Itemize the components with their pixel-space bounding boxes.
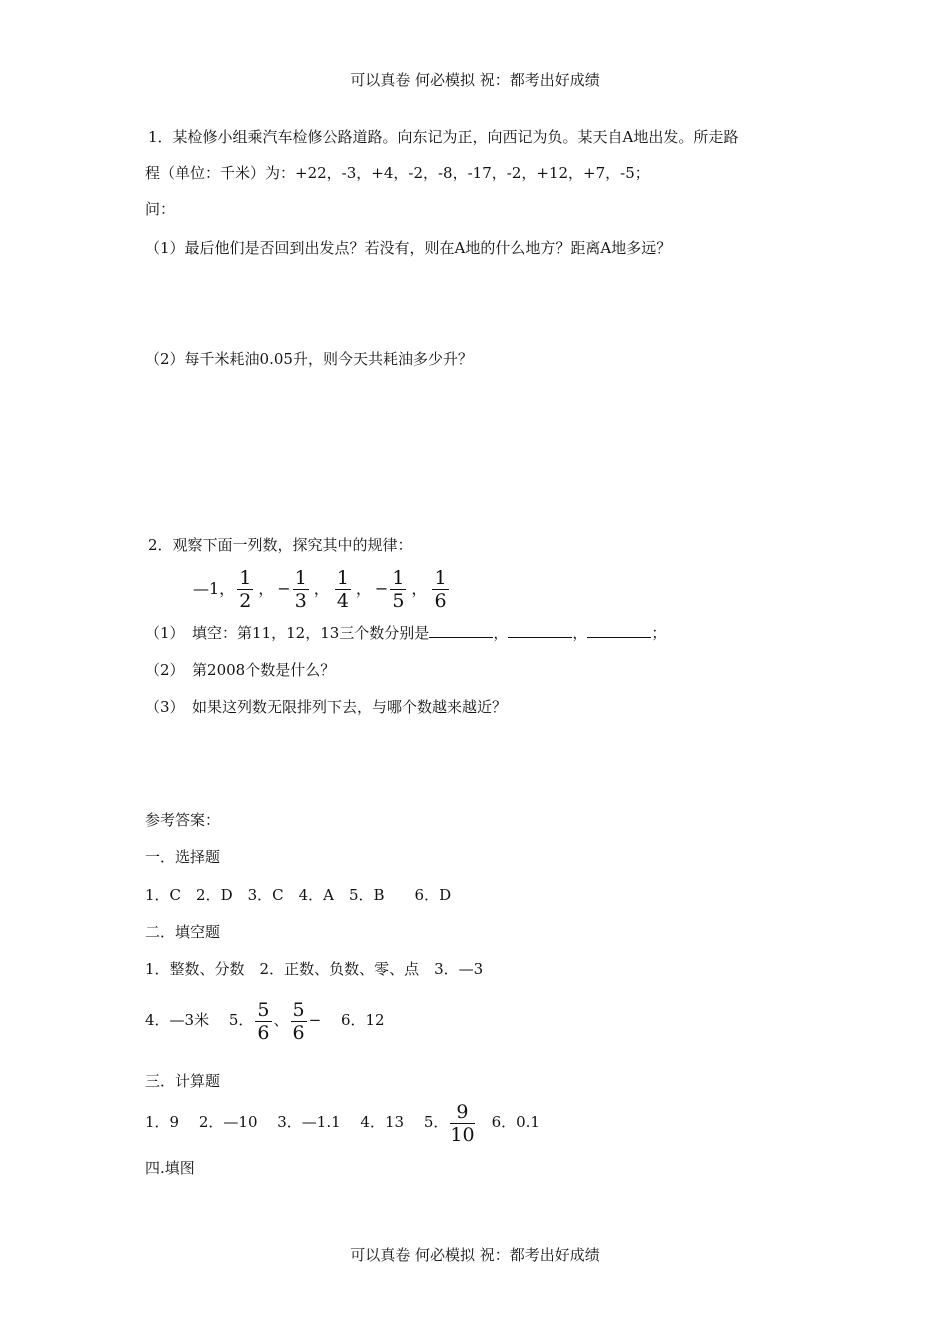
fraction-5-6-a: $\frac{5}{6}$ xyxy=(257,998,270,1044)
seq-first: —1， xyxy=(193,579,236,598)
answers-sec3-line: 1．9 2．—10 3．—1.1 4．13 5． $\frac{9}{10}$ 6．0.1 xyxy=(145,1100,540,1146)
answers-sec2-line2: 4．—3米 5． $\frac{5}{6}$ 、 $\frac{5}{6}$ − 6．12 xyxy=(145,998,385,1044)
answer-blank-12[interactable] xyxy=(508,623,572,638)
q2-sequence: —1， $\frac{1}{2}$ ， − $\frac{1}{3}$ ， $\frac{1}{4}$ ， − $\frac{1}{5}$ ， $\frac{1}{6}$ xyxy=(193,567,447,612)
page-header: 可以真卷 何必模拟 祝：都考出好成绩 xyxy=(350,71,600,89)
seq-term-4: $\frac{1}{5}$ xyxy=(392,567,405,612)
seq-term-3: $\frac{1}{4}$ xyxy=(336,567,349,612)
q1-sub2: （2）每千米耗油0.05升，则今天共耗油多少升？ xyxy=(145,350,473,368)
seq-term-2: $\frac{1}{3}$ xyxy=(294,567,307,612)
q2-sub2: （2） 第2008个数是什么？ xyxy=(145,661,336,679)
answers-title: 参考答案： xyxy=(145,811,221,829)
fraction-9-10: $\frac{9}{10}$ xyxy=(450,1100,475,1146)
answers-sec2-line1: 1．整数、分数 2．正数、负数、零、点 3．—3 xyxy=(145,960,484,978)
page-footer: 可以真卷 何必模拟 祝：都考出好成绩 xyxy=(350,1246,600,1264)
q1-line3: 问： xyxy=(145,200,176,218)
answer-blank-13[interactable] xyxy=(587,623,651,638)
q2-sub3: （3） 如果这列数无限排列下去，与哪个数越来越近？ xyxy=(145,698,508,716)
seq-term-5: $\frac{1}{6}$ xyxy=(434,567,447,612)
q1-line1: 1．某检修小组乘汽车检修公路道路。向东记为正，向西记为负。某天自A地出发。所走路 xyxy=(148,128,739,146)
seq-term-2-sign: − xyxy=(277,579,291,598)
seq-term-1: $\frac{1}{2}$ xyxy=(239,567,252,612)
q2-sub1: （1） 填空：第11，12，13三个数分别是 ， ， ； xyxy=(145,624,667,642)
answers-sec3: 三．计算题 xyxy=(145,1072,221,1090)
answers-sec1: 一．选择题 xyxy=(145,848,221,866)
q2-intro: 2．观察下面一列数，探究其中的规律： xyxy=(148,536,413,554)
q1-line2: 程（单位：千米）为：+22，-3，+4，-2，-8，-17，-2，+12，+7，-5； xyxy=(145,164,650,182)
answers-sec1-line: 1．C 2．D 3．C 4．A 5．B 6．D xyxy=(145,886,452,904)
q1-sub1: （1）最后他们是否回到出发点？若没有，则在A地的什么地方？距离A地多远？ xyxy=(145,239,672,257)
answers-sec2: 二．填空题 xyxy=(145,923,221,941)
answers-sec4: 四.填图 xyxy=(145,1159,195,1177)
fraction-5-6-b: $\frac{5}{6}$ xyxy=(292,998,305,1044)
seq-term-4-sign: − xyxy=(374,579,389,598)
answer-blank-11[interactable] xyxy=(429,623,493,638)
